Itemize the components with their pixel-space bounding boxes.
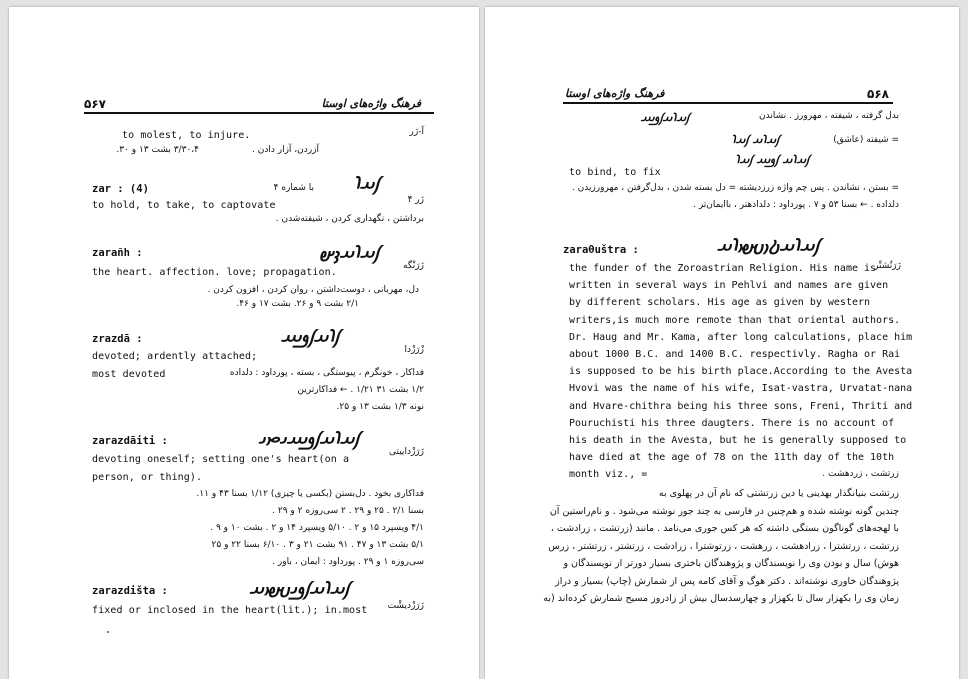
azar-refs: ۳/۳۰،۴ بشت ۱۳ و ۳۰. bbox=[116, 145, 199, 155]
page-number: ۵۶۷ bbox=[84, 97, 106, 111]
persian-line: زمان وی را بکهزار سال تا بکهزار و چهارسدسال بیش از زادروز مسیح شمارش کرده‌اند (به bbox=[543, 593, 899, 604]
zarazdaiti-english-2: person, or thing). bbox=[92, 472, 203, 483]
zarathustra-english-paragraph bbox=[569, 260, 912, 483]
top-persian-2: = شیفته (عاشق) bbox=[833, 135, 899, 145]
top-english: to bind, to fix bbox=[569, 167, 661, 178]
english-line: the funder of the Zoroastrian Religion. His name is bbox=[569, 263, 877, 274]
english-line: have died at the age of 78 on the 11th day of the 10th bbox=[569, 452, 895, 464]
azar-english: to molest, to injure. bbox=[122, 130, 251, 141]
zrazda-avestan-script: 𐬰𐬭𐬀𐬰𐬛𐬁 bbox=[280, 327, 339, 348]
zaranh-headword: zarañh : bbox=[92, 247, 143, 259]
english-line: about 1000 B.C. and 1400 B.C. respectivly. Ragha or Rai bbox=[569, 348, 901, 360]
zarazdista-english: fixed or inclosed in the heart(lit.); in.most bbox=[92, 605, 368, 616]
english-line: month viz., = bbox=[569, 469, 648, 481]
zarazdaiti-persian-2: بسنا ۲/۱ . ۲۵ و ۲۹ . ۲ سی‌روزه ۲ و ۲۹ . bbox=[272, 506, 424, 516]
header-rule bbox=[84, 112, 434, 114]
english-line: Hvovi was the name of his wife, Isat-vastra, Urvatat-nana bbox=[569, 383, 913, 395]
zaranh-refs: ۲/۱ بشت ۹ و ۲۶. بشت ۱۷ و ۴۶. bbox=[236, 299, 359, 309]
english-line: by different scholars. His age as given by western bbox=[569, 297, 871, 309]
zar-english: to hold, to take, to captovate bbox=[92, 200, 276, 211]
zar-headword: zar : (4) bbox=[92, 183, 149, 195]
top-persian-1: بدل گرفته ، شیفته ، مهرورز . نشاندن bbox=[759, 111, 899, 121]
azar-translit: آ-زَر bbox=[409, 127, 424, 137]
zar-avestan-script: 𐬰𐬀𐬭 bbox=[353, 174, 379, 195]
english-line: is supposed to be his birth place.According to the Avesta bbox=[569, 366, 913, 378]
persian-line: با لهجه‌های گوناگون بستگی داشته که هر کس جوری می‌نامد . مانند (زرتشت ، زرادشت ، bbox=[550, 523, 899, 534]
zarazdaiti-persian-1: فداکاری بخود . دل‌بستن (بکسی یا چیزی) ۱/۱۲ بسنا ۴۳ و ۱۱. bbox=[196, 489, 424, 499]
zrazda-persian-2: ۱/۲ بشت ۳۱ ۱/۲۱ . ← فداکارترین bbox=[297, 385, 424, 395]
zarazdista-headword: zarazdišta : bbox=[92, 585, 168, 597]
zar-persian: برداشتن ، نگهداری کردن ، شیفته‌شدن . bbox=[275, 214, 424, 224]
english-line: written in several ways in Pehlvi and names are given bbox=[569, 280, 889, 292]
zrazda-persian-1: فداکار ، خونگرم ، پیوستگی ، بسته ، پورداود : دلداده bbox=[229, 368, 424, 378]
zaranh-persian: دل، مهربانی ، دوست‌داشتن ، روان کردن ، افزون کردن . bbox=[207, 285, 419, 295]
zrazda-translit: زْرَزْدا bbox=[404, 345, 424, 355]
top-persian-3: = بستن ، نشاندن . پس چم واژه زرزدیشته = دل بسته شدن ، بدل‌گرفتن ، مهرورزیدن . bbox=[571, 183, 899, 193]
zar-translit: زَر ۴ bbox=[407, 195, 424, 205]
top-avestan-script-3: 𐬰𐬀𐬭𐬀 𐬰𐬛𐬁 𐬰𐬀𐬭 bbox=[735, 153, 809, 167]
zaranh-english: the heart. affection. love; propagation. bbox=[92, 267, 337, 278]
zarazdaiti-headword: zarazdāiti : bbox=[92, 435, 168, 447]
zaranh-avestan-script: 𐬰𐬀𐬭𐬀𐬢𐬵 bbox=[318, 243, 379, 264]
persian-line: چندین گونه نوشته شده و هم‌چنین در فارسی به چند جور نوشته می‌شود . و نام‌راستین آن bbox=[549, 505, 899, 517]
zarathustra-translit: زَرَتُشتْر bbox=[874, 261, 901, 271]
header-rule bbox=[563, 102, 893, 104]
zrazda-english-1: devoted; ardently attached; bbox=[92, 351, 258, 362]
top-avestan-script-2: 𐬰𐬀𐬭𐬀 𐬰𐬀𐬭 bbox=[731, 133, 779, 147]
zarazdaiti-avestan-script: 𐬰𐬀𐬭𐬀𐬰𐬛𐬁𐬌𐬙𐬌 bbox=[258, 429, 359, 450]
zar-number-note: با شماره ۴ bbox=[273, 183, 314, 193]
zarathustra-persian-inline: زرتشت ، زردهشت . bbox=[822, 469, 899, 479]
english-line: and Hvare-chithra being his three sons, Freni, Thriti and bbox=[569, 400, 913, 412]
zarathustra-avestan-script: 𐬰𐬀𐬭𐬀𐬚𐬎𐬱𐬙𐬭𐬀 bbox=[716, 236, 819, 257]
persian-line: زرتشت بنیانگذار بهدینی یا دین زرتشتی که نام آن در پهلوی به bbox=[658, 488, 899, 499]
english-line: writers,is much more remote than that oriental authors. bbox=[569, 314, 901, 326]
zrazda-headword: zrazdā : bbox=[92, 333, 143, 345]
zarazdaiti-persian-5: سی‌روزه ۱ و ۲۹ . پورداود : ایمان ، باور . bbox=[272, 557, 424, 567]
zarathustra-persian-paragraph bbox=[519, 485, 899, 608]
persian-line: زرتشت ، زرتشترا ، زرادهشت ، زرهشت ، زرتوشترا ، زرادشت ، زرتشتر ، زرتشتر ، زرس bbox=[548, 540, 899, 552]
top-avestan-script-1: 𐬰𐬀𐬭𐬀𐬰𐬛𐬁 bbox=[640, 111, 689, 125]
zarathustra-headword: zaraθuštra : bbox=[563, 244, 639, 256]
zarazdaiti-translit: زَرَزْداییتی bbox=[389, 447, 424, 457]
english-line: Dr. Haug and Mr. Kama, after long calculations, place him bbox=[569, 331, 913, 343]
page-header-title: فرهنگ واژه‌های اوستا bbox=[565, 87, 665, 100]
top-persian-4: دلداده . ← بسنا ۵۳ و ۷ . پورداود : دلدادهتر ، باایمان‌تر . bbox=[693, 200, 899, 210]
zrazda-persian-3: نونه ۱/۳ بشت ۱۳ و ۲۵. bbox=[336, 402, 424, 412]
zrazda-english-2: most devoted bbox=[92, 369, 166, 380]
persian-line: پژوهندگان خاوری نوشته‌اند . دکتر هوگ و آقای کامه پس از شمارش (چاپ) بسیار و دراز bbox=[555, 575, 899, 587]
left-page bbox=[9, 7, 479, 679]
page-header-title: فرهنگ واژه‌های اوستا bbox=[321, 97, 421, 110]
zarazdaiti-persian-3: ۴/۱ ویسپرد ۱۵ و ۲ . ۵/۱۰ ویسپرد ۱۴ و ۲ . بشت ۱۰ و ۹ . bbox=[210, 523, 424, 533]
zarazdista-avestan-script: 𐬰𐬀𐬭𐬀𐬰𐬛𐬌𐬱𐬙𐬀 bbox=[249, 579, 349, 600]
zaranh-translit: زَرَنْگه bbox=[403, 261, 424, 271]
zarazdaiti-persian-4: ۵/۱ بشت ۱۳ و ۴۷ . ۹۱ بشت ۲۱ و ۳ . ۶/۱۰ بسنا ۲۲ و ۲۵ bbox=[211, 540, 424, 550]
persian-line: هوش) سال و بودن وی را نویسندگان و پژوهندگان باختری بسیار دورتر از نویسندگان و bbox=[563, 558, 899, 569]
page-speck bbox=[107, 631, 109, 633]
zarazdaiti-english-1: devoting oneself; setting one's heart(on a bbox=[92, 454, 350, 465]
azar-persian: آزردن، آزار دادن . bbox=[252, 145, 319, 155]
page-number: ۵۶۸ bbox=[867, 87, 889, 101]
zarazdista-translit: زَرَزْدیشْت bbox=[387, 601, 424, 611]
english-line: his death in the Avesta, but he is generally supposed to bbox=[569, 434, 907, 446]
english-line: Pouruchisti his three daugters. There is no account of bbox=[569, 417, 895, 429]
right-page bbox=[485, 7, 959, 679]
